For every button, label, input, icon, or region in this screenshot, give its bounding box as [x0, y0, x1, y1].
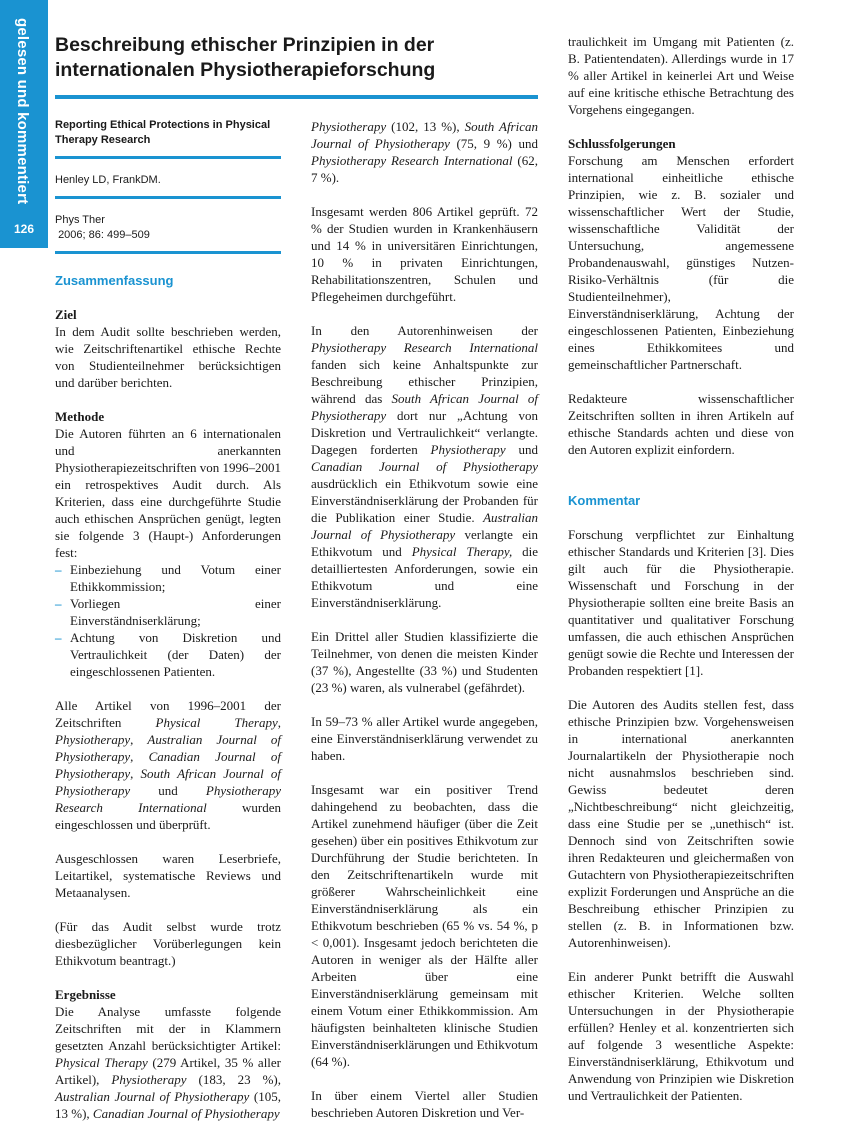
note-paragraph: (Für das Audit selbst wurde trotz diesbezüglicher Vorüberlegungen kein Ethikvotum beantragt.)	[55, 919, 281, 968]
trend-paragraph: Insgesamt war ein positiver Trend dahingehend zu beobachten, dass die Artikel zunehmend häufiger (über die Zeit gesehen) über ein positives Ethikvotum zur Durchführung der Studie berichteten. In den Zeitschriftenartikeln wurde mit größerer Wahrscheinlichkeit eine Einverständniserklärung als ein Ethikvotum beschrieben (65 % vs. 54 %, p < 0,001). Insgesamt jedoch berichteten die Autoren in weniger als der Hälfte aller Arbeiten über eine Einverständniserklärung gemeinsam mit einem Votum einer Ethikkommission. Am häufigsten beinhalteten klinische Studien Einverständniserklärungen und Ethikvotum (64 %).	[311, 782, 538, 1069]
continued-paragraph: traulichkeit im Umgang mit Patienten (z. B. Patientendaten). Allerdings wurde in 17 % aller Artikel in keinerlei Art und Weise auf eine kritische ethische Betrachtung des Vorgehens eingegangen.	[568, 34, 794, 117]
reference-box	[55, 118, 281, 268]
aim-section	[55, 306, 281, 391]
comment-paragraph-1: Forschung verpflichtet zur Einhaltung ethischer Standards und Kriterien [3]. Dies gilt auch für die Physiotherapie. Wissenschaft und Forschung in der Physiotherapie sollten eine breite Basis an quantitativer und qualitativer Forschung umfassen, die auch ethischen Ansprüchen genügt sowie die Rechte und Interessen der Probanden respektiert [1].	[568, 527, 794, 678]
results-continued: Physiotherapy (102, 13 %), South African Journal of Physiotherapy (75, 9 %) und Physiotherapy Research International (62, 7 %).	[311, 119, 539, 185]
guidelines-paragraph: In den Autorenhinweisen der Physiotherapy Research International fanden sich keine Anhaltspunkte zur Beschreibung ethischer Prinzipien, während das South African Journal of Physiotherapy dort nur „Achtung von Diskretion und Vertraulichkeit“ verlangte. Dagegen forderten Physiotherapy und Canadian Journal of Physiotherapy ausdrücklich ein Ethikvotum sowie eine Einverständniserklärung der Probanden für die Publikation einer Studie. Australian Journal of Physiotherapy verlangte ein Ethikvotum und Physical Therapy, die detailliertesten Anforderungen, sowie ein Ethikvotum und eine Einverständniserklärung.	[311, 323, 538, 610]
summary-heading: Zusammenfassung	[55, 273, 174, 288]
reference-citation: 2006; 86: 499–509	[58, 229, 150, 241]
dash-bullet-icon: –	[55, 562, 62, 577]
comment-paragraph-2: Die Autoren des Audits stellen fest, dass ethische Prinzipien bzw. Vorgehensweisen in international anerkannten Journalartikeln der Physiotherapie noch nicht ausnahmslos beschrieben sind. Gewiss bedeutet deren „Nichtbeschreibung“ nicht gleichzeitig, dass eine Studie per se „unethisch“ ist. Dennoch sind von Zeitschriften sowie ihren Redakteuren und gleichermaßen von Gutachtern von Physiotherapiezeitschriften explizit Forderungen und Ansprüche an die Beschreibung ethischer Prinzipien zu stellen (z. B. in Informationen bzw. Autorenhinweisen).	[568, 697, 794, 950]
quarter-paragraph: In über einem Viertel aller Studien beschrieben Autoren Diskretion und Ver-	[311, 1088, 538, 1120]
reference-article-title: Reporting Ethical Protections in Physical Therapy Research	[55, 119, 271, 146]
column-left	[55, 272, 281, 1122]
aim-text: In dem Audit sollte beschrieben werden, wie Zeitschriftenartikel ethische Rechte von Studienteilnehmer berücksichtigen und darüber berichten.	[55, 324, 281, 390]
reference-rule	[55, 196, 281, 199]
journals-paragraph: Alle Artikel von 1996–2001 der Zeitschriften Physical Therapy, Physiotherapy, Australian Journal of Physiotherapy, Canadian Journal of Physiotherapy, South African Journal of Physiotherapy und Physiotherapy Research International wurden eingeschlossen und überprüft.	[55, 698, 282, 832]
total-paragraph: Insgesamt werden 806 Artikel geprüft. 72 % der Studien wurden in Krankenhäusern und 14 % in universitären Einrichtungen, 10 % in privaten Einrichtungen, Rehabilitationszentren, Schulen und Pflegeheimen durchgeführt.	[311, 204, 538, 304]
method-heading: Methode	[55, 409, 105, 424]
dash-bullet-icon: –	[55, 630, 62, 645]
conclusions-text: Forschung am Menschen erfordert international einheitliche ethische Prinzipien, wie z. B. sozialer und wissenschaftlicher Wert der Studie, wissenschaftliche Validität der Untersuchung, angemessene Probandenauswahl, günstiges Nutzen-Risiko-Verhältnis (für die Studienteilnehmer), Einverständniserklärung, Achtung der eingeschlossenen Patienten, Einbeziehung eines Ethikkomitees und gemeinschaftlicher Partnerschaft.	[568, 153, 794, 372]
reference-journal: Phys Ther	[55, 214, 105, 226]
list-item: – Vorliegen einer Einverständniserklärung;	[55, 596, 281, 628]
list-item: – Achtung von Diskretion und Vertraulichkeit (der Daten) der eingeschlossenen Patienten.	[55, 630, 281, 679]
dash-bullet-icon: –	[55, 596, 62, 611]
method-text: Die Autoren führten an 6 internationalen und anerkannten Physiotherapiezeitschriften von 1996–2001 ein retrospektives Audit durch. Als Kriterien, dass eine durchgeführte Studie auch ethischen Ansprüchen genügt, legten sie folgende 3 (Haupt-) Anforderungen fest:	[55, 426, 282, 560]
conclusions-section	[568, 135, 794, 373]
editors-paragraph: Redakteure wissenschaftlicher Zeitschriften sollten in ihren Artikeln auf ethische Standards achten und diese von den Autoren explizit einfordern.	[568, 391, 794, 457]
column-right	[568, 33, 794, 1104]
title-rule	[55, 95, 538, 99]
method-section	[55, 408, 281, 561]
comment-paragraph-3: Ein anderer Punkt betrifft die Auswahl ethischer Kriterien. Welche sollten Untersuchungen in der Physiotherapie erfüllen? Henley et al. konzentrierten sich auf folgende 3 wesentliche Aspekte: Einverständniserklärung, Ethikvotum und Anwendung von Prinzipien wie Diskretion und Vertraulichkeit der Patienten.	[568, 969, 794, 1103]
consent-paragraph: In 59–73 % aller Artikel wurde angegeben, eine Einverständniserklärung verwendet zu haben.	[311, 714, 538, 763]
criteria-list	[55, 561, 281, 680]
aim-heading: Ziel	[55, 307, 77, 322]
column-middle	[311, 118, 538, 1121]
comment-heading: Kommentar	[568, 493, 641, 508]
vulnerable-paragraph: Ein Drittel aller Studien klassifizierte die Teilnehmer, von denen die meisten Kinder (37 %), Angestellte (33 %) und Studenten (23 %) waren, als vulnerabel (gefährdet).	[311, 629, 538, 695]
reference-rule	[55, 156, 281, 159]
reference-rule	[55, 251, 281, 254]
reference-authors: Henley LD, FrankDM.	[55, 174, 161, 186]
results-heading: Ergebnisse	[55, 987, 116, 1002]
page-number: 126	[13, 222, 35, 236]
conclusions-heading: Schlussfolgerungen	[568, 136, 676, 151]
article-title: Beschreibung ethischer Prinzipien in der internationalen Physiotherapieforschung	[55, 34, 436, 81]
results-section: Ergebnisse Die Analyse umfasste folgende Zeitschriften mit der in Klammern gesetzten Anzahl berücksichtigter Artikel: Physical Therapy (279 Artikel, 35 % aller Artikel), Physiotherapy (183, 23 %), Australian Journal of Physiotherapy (105, 13 %), Canadian Journal of Physiotherapy	[55, 987, 282, 1121]
excluded-paragraph: Ausgeschlossen waren Leserbriefe, Leitartikel, systematische Reviews und Metaanalysen.	[55, 851, 281, 900]
list-item: – Einbeziehung und Votum einer Ethikkommission;	[55, 562, 281, 594]
section-tab-label: gelesen und kommentiert	[14, 18, 31, 205]
section-tab	[0, 0, 48, 248]
